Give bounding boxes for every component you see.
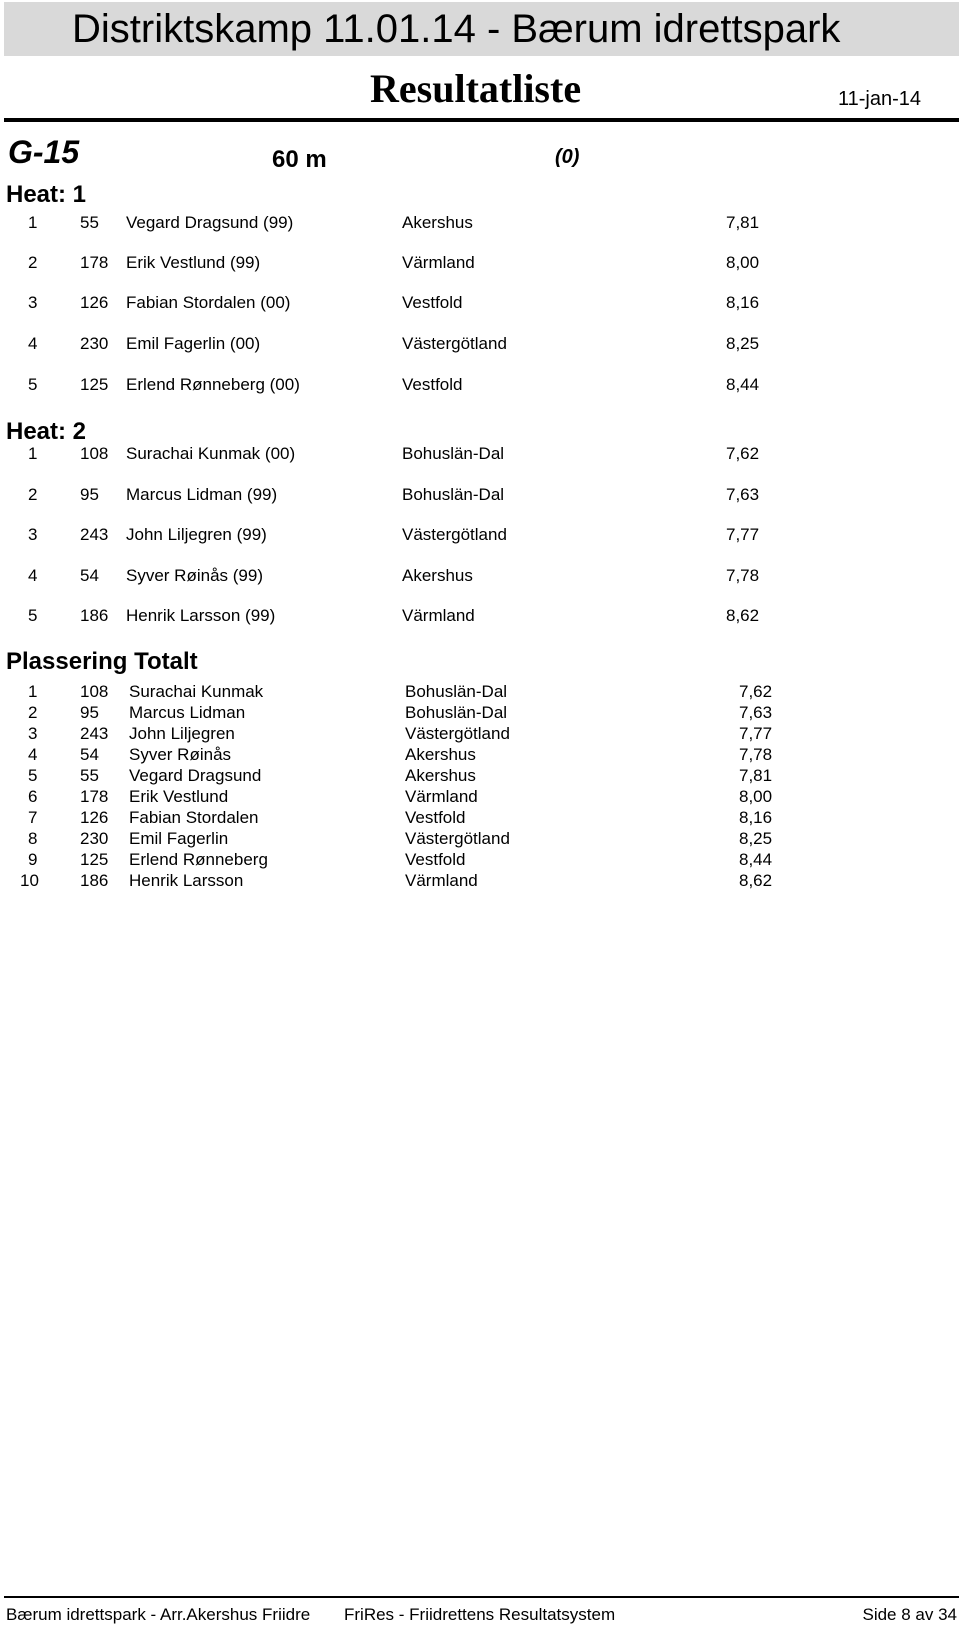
result-time: 7,63 [739, 703, 773, 722]
report-title: Resultatliste [370, 66, 582, 111]
result-time: 7,77 [726, 525, 760, 544]
athlete-name: John Liljegren (99) [126, 525, 267, 544]
result-time: 7,78 [739, 745, 773, 764]
club-name: Akershus [405, 766, 476, 785]
bib-number: 95 [80, 485, 99, 504]
bib-number: 186 [80, 606, 109, 625]
place: 8 [28, 829, 38, 848]
result-time: 8,25 [739, 829, 773, 848]
place: 5 [28, 766, 38, 785]
bib-number: 55 [80, 213, 99, 232]
club-name: Bohuslän-Dal [405, 682, 508, 701]
athlete-name: Fabian Stordalen [129, 808, 259, 827]
table-row [0, 251, 960, 275]
place: 4 [28, 745, 38, 764]
place: 4 [28, 334, 38, 353]
result-time: 8,25 [726, 334, 760, 353]
bib-number: 108 [80, 682, 109, 701]
table-row [0, 564, 960, 588]
place: 4 [28, 566, 38, 585]
bib-number: 125 [80, 850, 109, 869]
bib-number: 230 [80, 334, 109, 353]
result-time: 8,00 [739, 787, 773, 806]
result-time: 7,77 [739, 724, 773, 743]
result-time: 8,16 [726, 293, 760, 312]
bib-number: 95 [80, 703, 99, 722]
page-footer [4, 1596, 959, 1628]
athlete-name: Surachai Kunmak (00) [126, 444, 296, 463]
athlete-name: John Liljegren [129, 724, 235, 743]
athlete-name: Erlend Rønneberg [129, 850, 268, 869]
club-name: Värmland [402, 253, 475, 272]
footer-page-number: Side 8 av 34 [862, 1605, 957, 1624]
club-name: Vestfold [405, 850, 466, 869]
club-name: Värmland [405, 871, 478, 890]
athlete-name: Henrik Larsson [129, 871, 244, 890]
table-row [0, 332, 960, 356]
bib-number: 126 [80, 808, 109, 827]
place: 1 [28, 682, 38, 701]
header-divider [4, 118, 959, 122]
table-row [0, 523, 960, 547]
athlete-name: Erik Vestlund [129, 787, 229, 806]
club-name: Västergötland [405, 829, 510, 848]
club-name: Akershus [405, 745, 476, 764]
place: 3 [28, 525, 38, 544]
athlete-name: Erlend Rønneberg (00) [126, 375, 300, 394]
club-name: Värmland [405, 787, 478, 806]
result-time: 8,62 [739, 871, 773, 890]
result-time: 7,81 [726, 213, 760, 232]
bib-number: 126 [80, 293, 109, 312]
bib-number: 125 [80, 375, 109, 394]
bib-number: 54 [80, 745, 99, 764]
place: 3 [28, 293, 38, 312]
athlete-name: Marcus Lidman (99) [126, 485, 278, 504]
bib-number: 243 [80, 525, 109, 544]
bib-number: 178 [80, 253, 109, 272]
club-name: Bohuslän-Dal [402, 485, 505, 504]
event-name: 60 m [272, 146, 327, 173]
club-name: Västergötland [405, 724, 510, 743]
table-row [0, 869, 960, 893]
club-name: Västergötland [402, 334, 507, 353]
club-name: Värmland [402, 606, 475, 625]
club-name: Västergötland [402, 525, 507, 544]
bib-number: 243 [80, 724, 109, 743]
club-name: Bohuslän-Dal [405, 703, 508, 722]
place: 3 [28, 724, 38, 743]
athlete-name: Surachai Kunmak [129, 682, 264, 701]
club-name: Akershus [402, 566, 473, 585]
place: 7 [28, 808, 38, 827]
athlete-name: Syver Røinås [129, 745, 232, 764]
athlete-name: Emil Fagerlin (00) [126, 334, 261, 353]
result-time: 7,81 [739, 766, 773, 785]
totals-heading: Plassering Totalt [6, 648, 198, 675]
result-time: 8,00 [726, 253, 760, 272]
athlete-name: Vegard Dragsund [129, 766, 262, 785]
place: 6 [28, 787, 38, 806]
place: 10 [20, 871, 39, 890]
place: 5 [28, 375, 38, 394]
place: 2 [28, 485, 38, 504]
place: 5 [28, 606, 38, 625]
result-time: 8,16 [739, 808, 773, 827]
heat-1-heading: Heat: 1 [6, 181, 87, 208]
table-row [0, 442, 960, 466]
bib-number: 54 [80, 566, 99, 585]
athlete-name: Erik Vestlund (99) [126, 253, 261, 272]
athlete-name: Fabian Stordalen (00) [126, 293, 291, 312]
club-name: Vestfold [405, 808, 466, 827]
result-time: 7,62 [726, 444, 760, 463]
result-time: 7,63 [726, 485, 760, 504]
athlete-name: Syver Røinås (99) [126, 566, 263, 585]
heat-2-heading: Heat: 2 [6, 418, 87, 445]
place: 1 [28, 213, 38, 232]
result-time: 7,62 [739, 682, 773, 701]
club-name: Akershus [402, 213, 473, 232]
footer-venue: Bærum idrettspark - Arr.Akershus Friidre [6, 1605, 311, 1624]
table-row [0, 291, 960, 315]
table-row [0, 604, 960, 628]
wind-reading: (0) [555, 146, 580, 168]
place: 9 [28, 850, 38, 869]
table-row [0, 211, 960, 235]
place: 1 [28, 444, 38, 463]
table-row [0, 483, 960, 507]
club-name: Bohuslän-Dal [402, 444, 505, 463]
bib-number: 186 [80, 871, 109, 890]
athlete-name: Emil Fagerlin [129, 829, 229, 848]
class-name: G-15 [8, 134, 80, 170]
bib-number: 55 [80, 766, 99, 785]
bib-number: 178 [80, 787, 109, 806]
result-time: 7,78 [726, 566, 760, 585]
result-time: 8,44 [739, 850, 773, 869]
athlete-name: Henrik Larsson (99) [126, 606, 276, 625]
result-time: 8,44 [726, 375, 760, 394]
table-row [0, 373, 960, 397]
result-time: 8,62 [726, 606, 760, 625]
athlete-name: Marcus Lidman [129, 703, 246, 722]
bib-number: 230 [80, 829, 109, 848]
club-name: Vestfold [402, 293, 463, 312]
meet-title: Distriktskamp 11.01.14 - Bærum idrettspark [72, 7, 841, 51]
club-name: Vestfold [402, 375, 463, 394]
athlete-name: Vegard Dragsund (99) [126, 213, 294, 232]
title-bar [4, 2, 959, 56]
footer-system: FriRes - Friidrettens Resultatsystem [344, 1605, 616, 1624]
place: 2 [28, 703, 38, 722]
report-date: 11-jan-14 [838, 88, 922, 110]
place: 2 [28, 253, 38, 272]
bib-number: 108 [80, 444, 109, 463]
